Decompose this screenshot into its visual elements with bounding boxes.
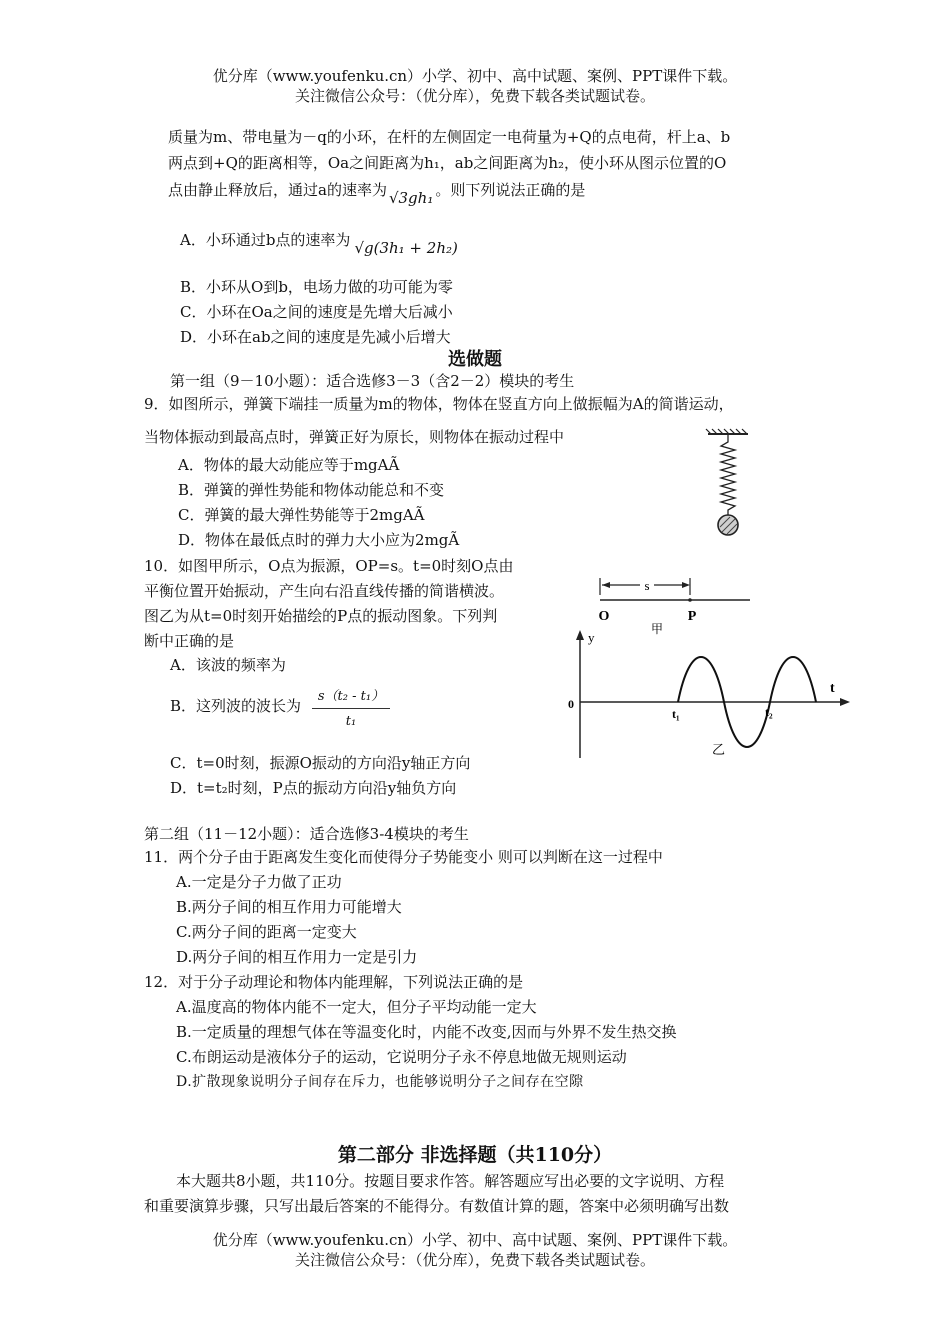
- q9-option-b: B．弹簧的弹性势能和物体动能总和不变: [178, 481, 445, 499]
- p-label: P: [687, 609, 697, 624]
- origin-label: 0: [568, 697, 574, 711]
- q12-option-b: B.一定质量的理想气体在等温变化时，内能不改变,因而与外界不发生热交换: [176, 1023, 677, 1041]
- group-1-title: 第一组（9－10小题）：适合选修3－3（含2－2）模块的考生: [170, 372, 575, 390]
- q10-option-a: A．该波的频率为: [170, 656, 286, 674]
- q8-line-3-end: 。则下列说法正确的是: [435, 181, 586, 199]
- t-axis-label: t: [830, 681, 835, 696]
- spring-figure: [700, 428, 760, 543]
- fraction-denominator: t₁: [345, 714, 357, 729]
- q8-option-a: [180, 230, 458, 257]
- option-a-formula: √g(3h₁ + 2h₂): [354, 239, 458, 257]
- q8-option-d: D．小环在ab之间的速度是先减小后增大: [180, 328, 451, 346]
- elective-title: 选做题: [448, 349, 502, 370]
- q10-line-1: 10．如图甲所示，O点为振源，OP=s。t=0时刻O点由: [144, 557, 514, 575]
- wavelength-fraction: [312, 688, 390, 731]
- header-line-1: 优分库（www.youfenku.cn）小学、初中、高中试题、案例、PPT课件下载。: [212, 67, 738, 85]
- q9-line-2: 当物体振动到最高点时，弹簧正好为原长，则物体在振动过程中: [144, 428, 565, 446]
- q8-line-3: [168, 180, 586, 207]
- speed-formula: √3gh₁: [388, 189, 434, 207]
- q11-option-d: D.两分子间的相互作用力一定是引力: [176, 948, 418, 966]
- part-2-line-2: 和重要演算步骤，只写出最后答案的不能得分。有数值计算的题，答案中必须明确写出数: [144, 1197, 730, 1215]
- q9-option-d: D．物体在最低点时的弹力大小应为2mgÃ: [178, 531, 460, 549]
- q8-line-2: 两点到+Q的距离相等，Oa之间距离为h₁，ab之间距离为h₂，使小环从图示位置的O: [168, 154, 727, 172]
- vibration-graph-b: [562, 628, 862, 768]
- q11-option-b: B.两分子间的相互作用力可能增大: [176, 898, 402, 916]
- q8-option-a-text: A．小环通过b点的速率为: [180, 231, 351, 249]
- q10-line-4: 断中正确的是: [144, 632, 235, 650]
- q10-line-3: 图乙为从t=0时刻开始描绘的P点的振动图象。下列判: [144, 607, 498, 625]
- q9-option-a: A．物体的最大动能应等于mgAÃ: [178, 456, 400, 474]
- t2-label: t₂: [765, 705, 773, 719]
- q11-option-c: C.两分子间的距离一定变大: [176, 923, 357, 941]
- group-2-title: 第二组（11－12小题）：适合选修3-4模块的考生: [144, 825, 469, 843]
- q10-option-b-text: B．这列波的波长为: [170, 697, 302, 715]
- q8-line-1: 质量为m、带电量为－q的小环，在杆的左侧固定一电荷量为+Q的点电荷，杆上a、b: [168, 128, 731, 146]
- q12-option-c: C.布朗运动是液体分子的运动，它说明分子永不停息地做无规则运动: [176, 1048, 627, 1066]
- o-label: O: [598, 609, 610, 624]
- q8-option-c: C．小环在Oa之间的速度是先增大后减小: [180, 303, 453, 321]
- q10-line-2: 平衡位置开始振动，产生向右沿直线传播的简谐横波。: [144, 582, 505, 600]
- q12-option-d: D.扩散现象说明分子间存在斥力，也能够说明分子之间存在空隙: [176, 1074, 584, 1090]
- q8-option-b: B．小环从O到b，电场力做的功可能为零: [180, 278, 453, 296]
- t1-label: t₁: [672, 707, 680, 721]
- s-label: s: [644, 578, 650, 593]
- q11-option-a: A.一定是分子力做了正功: [176, 873, 342, 891]
- header-line-2: 关注微信公众号：（优分库），免费下载各类试题试卷。: [294, 87, 655, 105]
- q8-line-3-text: 点由静止释放后，通过a的速率为: [168, 181, 387, 199]
- figure-a-caption: 甲: [650, 622, 664, 635]
- footer-line-1: 优分库（www.youfenku.cn）小学、初中、高中试题、案例、PPT课件下载。: [212, 1231, 738, 1249]
- part-2-title: 第二部分 非选择题（共110分）: [337, 1144, 613, 1166]
- wave-figure-a: [590, 575, 760, 635]
- q12-stem: 12．对于分子动理论和物体内能理解，下列说法正确的是: [144, 973, 524, 991]
- q10-option-d: D．t=t₂时刻，P点的振动方向沿y轴负方向: [170, 779, 457, 797]
- figure-b-caption: 乙: [712, 743, 726, 758]
- footer-line-2: 关注微信公众号：（优分库），免费下载各类试题试卷。: [294, 1251, 655, 1269]
- q10-option-c: C．t=0时刻，振源O振动的方向沿y轴正方向: [170, 754, 471, 772]
- q9-line-1: 9．如图所示，弹簧下端挂一质量为m的物体，物体在竖直方向上做振幅为A的简谐运动，: [144, 395, 734, 413]
- y-axis-label: y: [588, 630, 595, 645]
- fraction-numerator: s（t₂ - t₁）: [312, 688, 390, 709]
- q11-stem: 11．两个分子由于距离发生变化而使得分子势能变小 则可以判断在这一过程中: [144, 848, 663, 866]
- part-2-line-1: 本大题共8小题，共110分。按题目要求作答。解答题应写出必要的文字说明、方程: [176, 1172, 725, 1190]
- q9-option-c: C．弹簧的最大弹性势能等于2mgAÃ: [178, 506, 425, 524]
- q10-option-b: [170, 696, 301, 716]
- q12-option-a: A.温度高的物体内能不一定大，但分子平均动能一定大: [176, 998, 537, 1016]
